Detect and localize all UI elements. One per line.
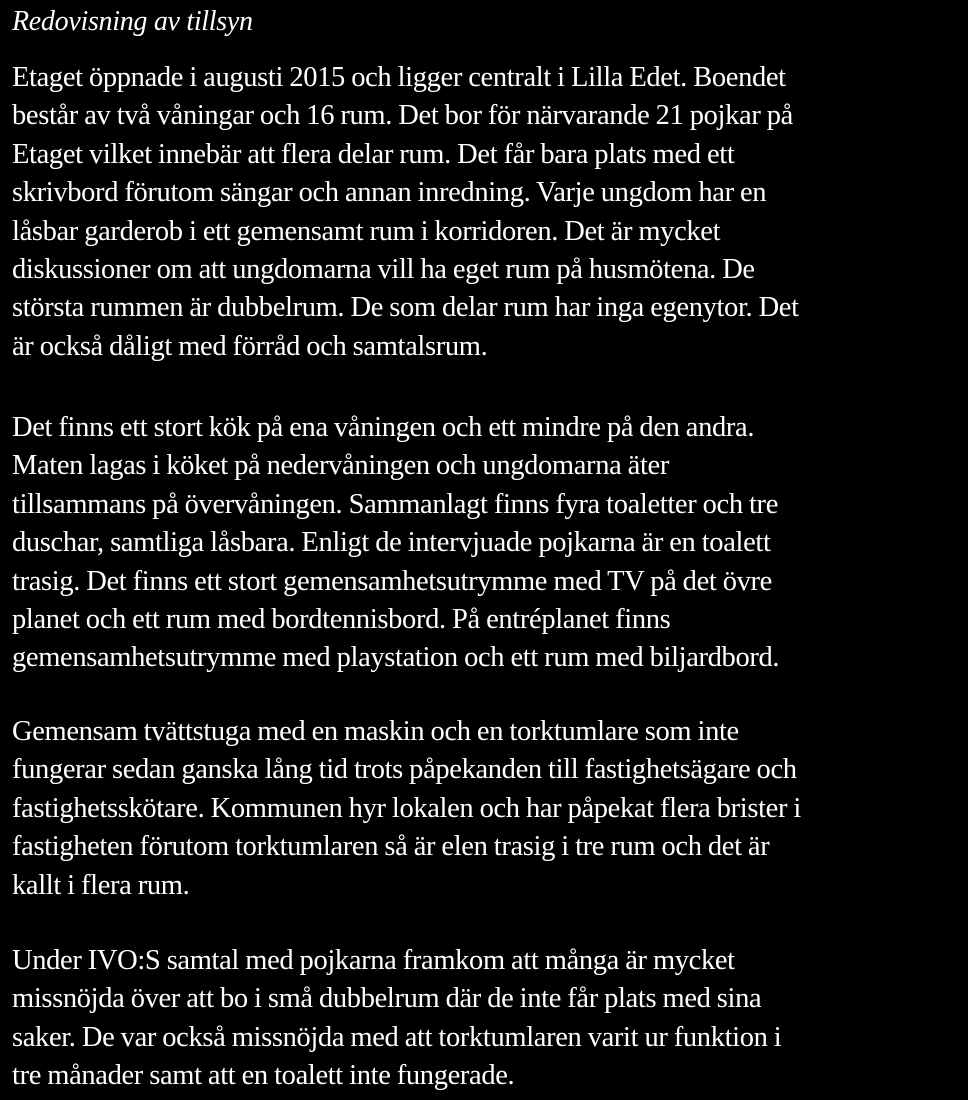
paragraph-laundry [12, 713, 964, 905]
text-line: fastigheten förutom torktumlaren så är elen trasig i tre rum och det är [12, 831, 770, 863]
text-line: planet och ett rum med bordtennisbord. På entréplanet finns [12, 604, 671, 636]
text-line: duschar, samtliga låsbara. Enligt de intervjuade pojkarna är en toalett [12, 527, 771, 559]
text-line: är också dåligt med förråd och samtalsrum. [12, 330, 488, 362]
text-line: missnöjda över att bo i små dubbelrum där de inte får plats med sina [12, 983, 762, 1015]
text-line: Etaget vilket innebär att flera delar rum. Det får bara plats med ett [12, 138, 735, 170]
text-line: Gemensam tvättstuga med en maskin och en torktumlare som inte [12, 716, 739, 747]
text-line: Etaget öppnade i augusti 2015 och ligger centralt i Lilla Edet. Boendet [12, 62, 786, 93]
document-heading: Redovisning av tillsyn [12, 6, 253, 37]
text-line: gemensamhetsutrymme med playstation och ett rum med biljardbord. [12, 642, 780, 674]
paragraph-interviews [12, 942, 964, 1096]
text-line: kallt i flera rum. [12, 869, 190, 901]
text-line: Maten lagas i köket på nedervåningen och ungdomarna äter [12, 450, 669, 482]
paragraph-building-description [12, 59, 964, 366]
paragraph-facilities [12, 409, 964, 678]
text-line: låsbar garderob i ett gemensamt rum i korridoren. Det är mycket [12, 215, 721, 247]
text-line: tillsammans på övervåningen. Sammanlagt finns fyra toaletter och tre [12, 488, 778, 520]
text-line: tre månader samt att en toalett inte fungerade. [12, 1060, 515, 1092]
text-line: består av två våningar och 16 rum. Det bor för närvarande 21 pojkar på [12, 100, 793, 132]
text-line: fungerar sedan ganska lång tid trots påpekanden till fastighetsägare och [12, 754, 797, 786]
text-line: Det finns ett stort kök på ena våningen och ett mindre på den andra. [12, 412, 755, 443]
text-line: Under IVO:S samtal med pojkarna framkom att många är mycket [12, 945, 735, 976]
text-line: saker. De var också missnöjda med att torktumlaren varit ur funktion i [12, 1021, 782, 1053]
text-line: diskussioner om att ungdomarna vill ha eget rum på husmötena. De [12, 254, 755, 286]
text-line: skrivbord förutom sängar och annan inredning. Varje ungdom har en [12, 177, 767, 209]
text-line: fastighetsskötare. Kommunen hyr lokalen och har påpekat flera brister i [12, 792, 801, 824]
text-line: trasig. Det finns ett stort gemensamhetsutrymme med TV på det övre [12, 565, 772, 597]
text-line: största rummen är dubbelrum. De som delar rum har inga egenytor. Det [12, 292, 799, 324]
